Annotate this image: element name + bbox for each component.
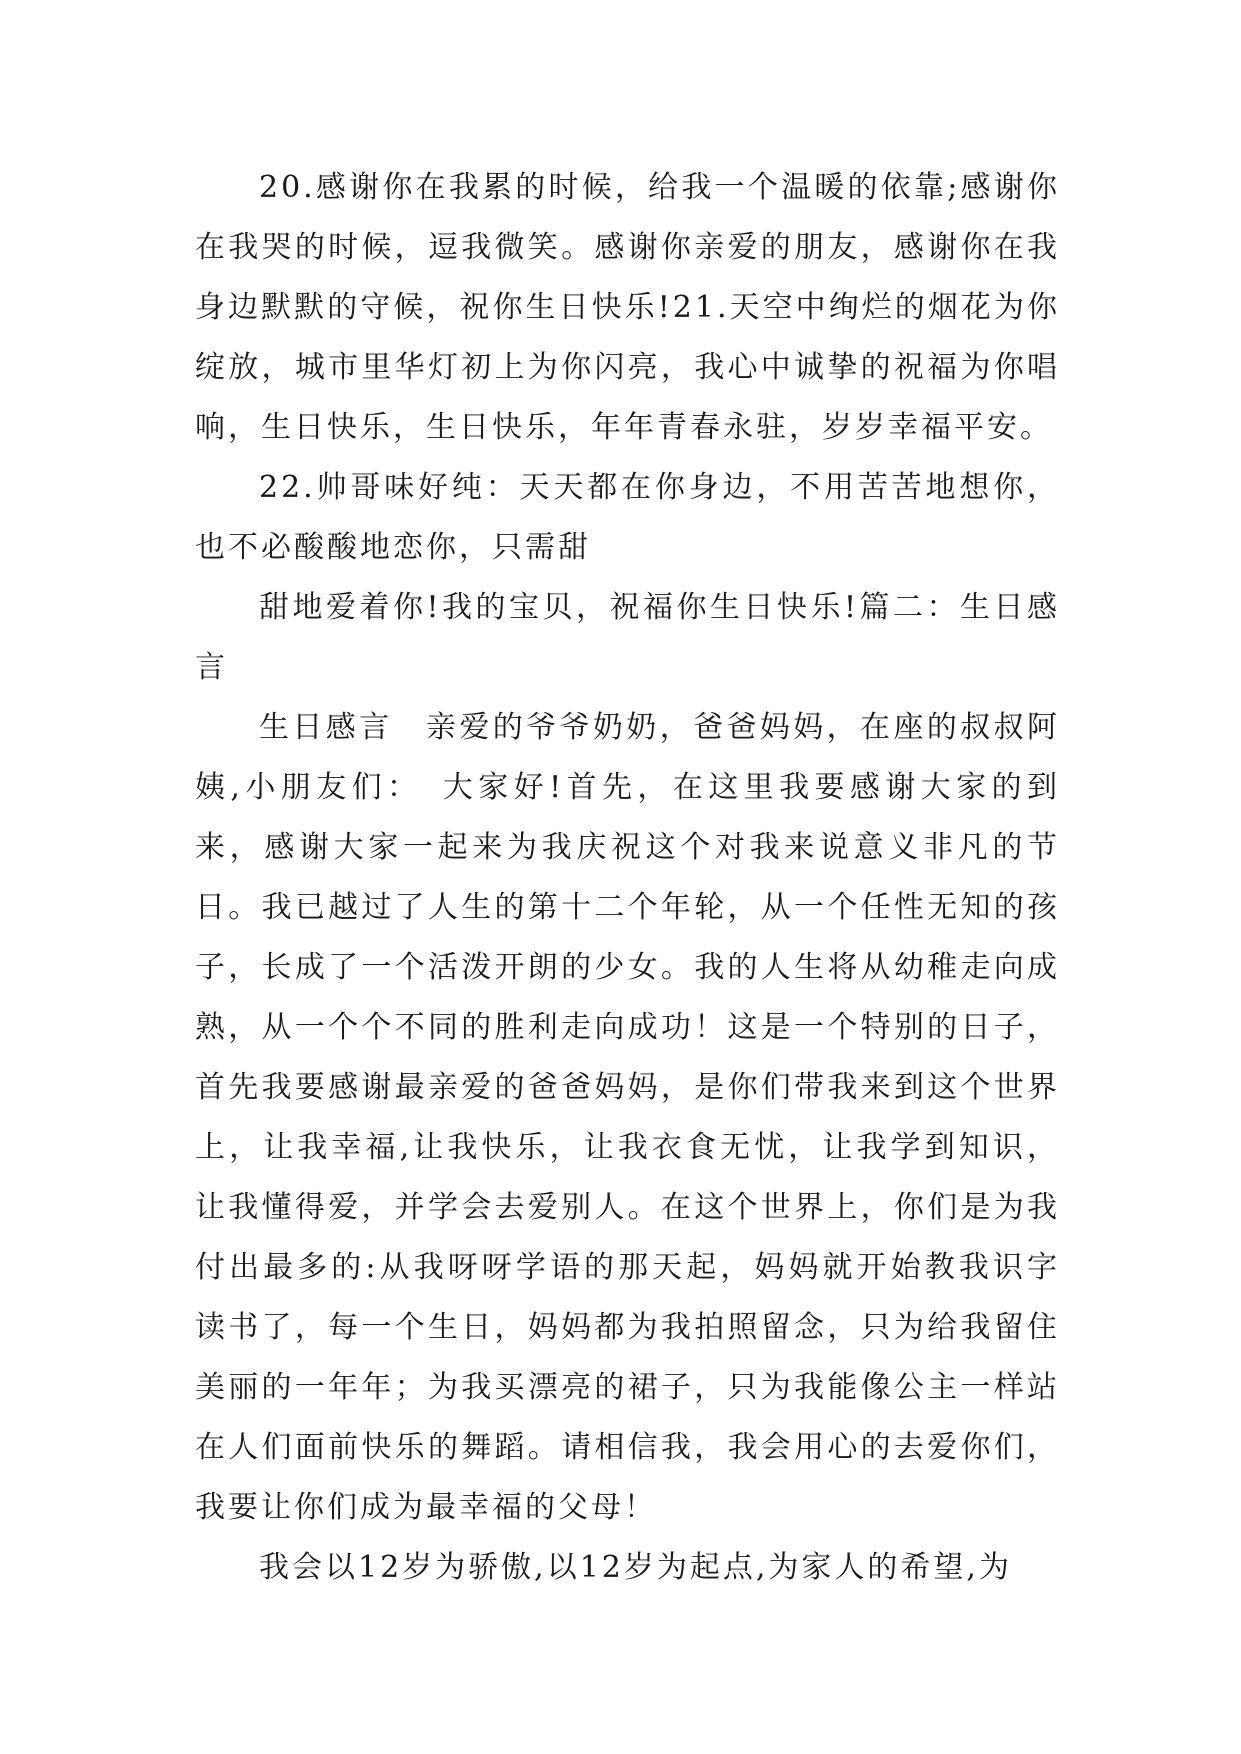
paragraph-wishes-20-21: 20.感谢你在我累的时候，给我一个温暖的依靠;感谢你在我哭的时候，逗我微笑。感谢你亲爱的朋友，感谢你在我身边默默的守候，祝你生日快乐!21.天空中绚烂的烟花为你绽放，城市里华灯初上为你闪亮，我心中诚挚的祝福为你唱响，生日快乐，生日快乐，年年青春永驻，岁岁幸福平安。 bbox=[195, 170, 1060, 445]
paragraph-wish-22: 22.帅哥味好纯：天天都在你身边，不用苦苦地想你，也不必酸酸地恋你，只需甜 bbox=[195, 470, 1060, 565]
paragraph-section-heading: 甜地爱着你!我的宝贝，祝福你生日快乐!篇二：生日感言 bbox=[195, 590, 1060, 685]
document-page bbox=[195, 158, 1060, 1598]
paragraph-birthday-speech: 生日感言 亲爱的爷爷奶奶，爸爸妈妈，在座的叔叔阿姨,小朋友们： 大家好!首先，在这里我要感谢大家的到来，感谢大家一起来为我庆祝这个对我来说意义非凡的节日。我已越过了人生的第十二个年轮，从一个任性无知的孩子，长成了一个活泼开朗的少女。我的人生将从幼稚走向成熟，从一个个不同的胜利走向成功！这是一个特别的日子，首先我要感谢最亲爱的爸爸妈妈，是你们带我来到这个世界上，让我幸福,让我快乐，让我衣食无忧，让我学到知识，让我懂得爱，并学会去爱别人。在这个世界上，你们是为我付出最多的:从我呀呀学语的那天起，妈妈就开始教我识字读书了，每一个生日，妈妈都为我拍照留念，只为给我留住美丽的一年年；为我买漂亮的裙子，只为我能像公主一样站在人们面前快乐的舞蹈。请相信我，我会用心的去爱你们，我要让你们成为最幸福的父母！ bbox=[195, 710, 1060, 1525]
paragraph-closing: 我会以12岁为骄傲,以12岁为起点,为家人的希望,为 bbox=[259, 1550, 1012, 1585]
